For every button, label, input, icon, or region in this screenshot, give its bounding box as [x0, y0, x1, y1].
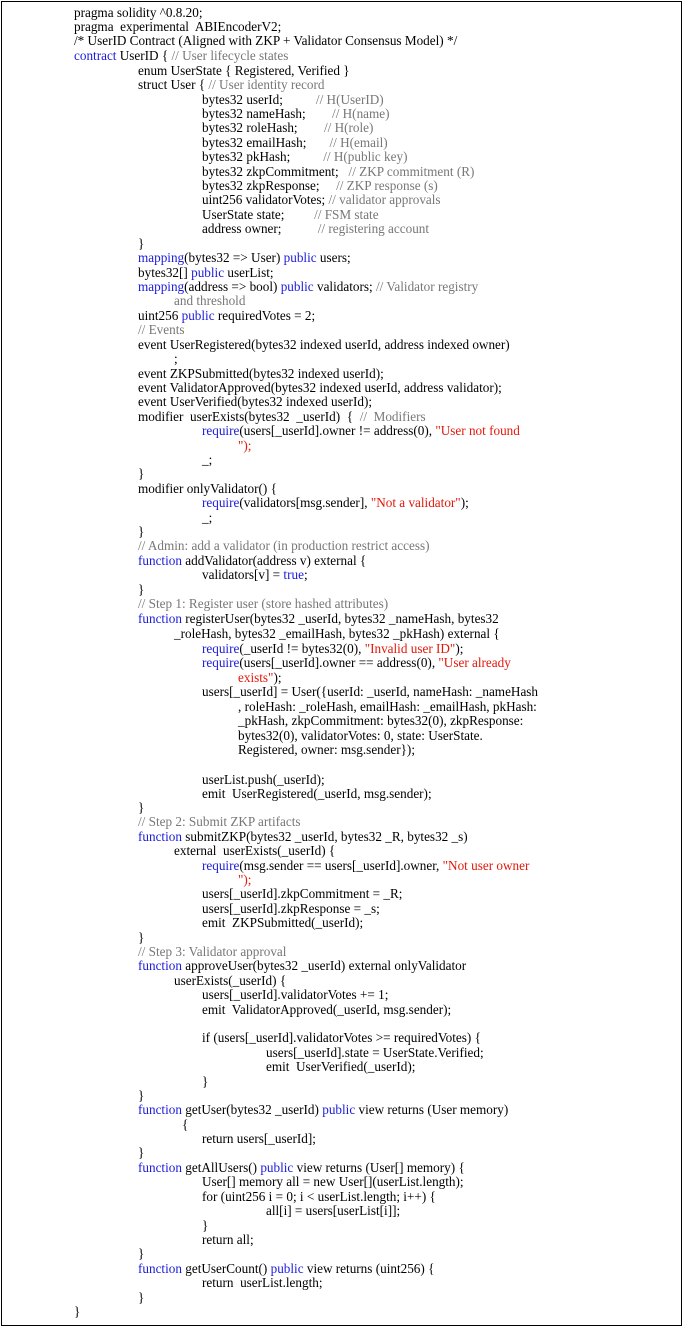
code-keyword: require: [202, 423, 240, 438]
code-line: [138, 64, 350, 78]
code-line: [202, 93, 384, 107]
code-text: event ValidatorApproved(bytes32 indexed userId, address validator);: [138, 380, 502, 395]
code-line: [202, 902, 380, 916]
code-line: [138, 323, 185, 337]
code-text: return all;: [202, 1232, 254, 1247]
code-text: getUser(bytes32 _userId): [181, 1102, 323, 1117]
code-keyword: function: [138, 1102, 182, 1117]
code-comment: // User identity record: [208, 77, 325, 92]
code-comment: // ZKP commitment (R): [348, 164, 475, 179]
code-line: [238, 714, 523, 728]
code-string: ");: [238, 872, 252, 887]
code-text: (_userId != bytes32(0),: [239, 641, 365, 656]
code-line: [202, 787, 432, 801]
code-text: getAllUsers(): [181, 1160, 261, 1175]
code-text: UserState state;: [202, 207, 315, 222]
code-text: bytes32 nameHash;: [202, 106, 333, 121]
code-line: [138, 583, 144, 597]
code-text: emit ValidatorApproved(_userId, msg.sender);: [202, 1002, 452, 1017]
code-line: [138, 237, 144, 251]
code-line: [174, 974, 286, 988]
code-text: }: [202, 1218, 209, 1233]
code-string: "User not found: [435, 423, 520, 438]
code-text: if (users[_userId].validatorVotes >= requiredVotes) {: [202, 1030, 481, 1045]
code-text: (bytes32 => User): [184, 250, 284, 265]
code-text: _;: [202, 510, 213, 525]
code-line: [138, 554, 366, 568]
code-text: modifier onlyValidator() {: [138, 481, 277, 496]
code-line: [138, 1146, 144, 1160]
code-text: {: [182, 1117, 189, 1132]
code-line: [202, 165, 474, 179]
code-line: [202, 1276, 323, 1290]
code-line: [202, 121, 373, 135]
code-keyword: function: [138, 1261, 182, 1276]
code-line: [202, 136, 388, 150]
code-text: }: [138, 1290, 145, 1305]
code-line: [138, 1247, 144, 1261]
code-string: exists": [238, 670, 274, 685]
code-line: [202, 496, 469, 510]
code-line: [138, 612, 499, 626]
code-keyword: mapping: [138, 279, 185, 294]
code-keyword: function: [138, 958, 182, 973]
code-line: [138, 597, 388, 611]
code-text: }: [138, 930, 145, 945]
code-text: bytes32 zkpResponse;: [202, 178, 337, 193]
code-comment: // Step 1: Register user (store hashed attributes): [138, 596, 389, 611]
code-line: [238, 671, 282, 685]
code-text: _pkHash, zkpCommitment: bytes32(0), zkpResponse:: [238, 713, 524, 728]
code-text: event ZKPSubmitted(bytes32 indexed userId);: [138, 366, 384, 381]
code-comment: // validator approvals: [328, 192, 441, 207]
code-comment: // ZKP response (s): [336, 178, 438, 193]
code-text: );: [455, 641, 464, 656]
code-text: (msg.sender == users[_userId].owner,: [239, 858, 443, 873]
code-text: );: [460, 495, 469, 510]
code-comment: // H(name): [332, 106, 390, 121]
code-text: }: [138, 1246, 145, 1261]
code-line: [202, 1003, 451, 1017]
code-line: [202, 222, 429, 236]
code-text: view returns (uint256) {: [303, 1261, 435, 1276]
code-text: external userExists(_userId) {: [174, 843, 336, 858]
code-line: [138, 280, 478, 294]
code-text: validators[v] =: [202, 567, 284, 582]
code-line: [138, 815, 301, 829]
code-text: approveUser(bytes32 _userId) external onlyValidator: [181, 958, 467, 973]
code-line: [138, 959, 466, 973]
code-line: [74, 34, 457, 48]
code-keyword: public: [181, 308, 215, 323]
code-text: userExists(_userId) {: [174, 973, 287, 988]
code-comment: // Events: [138, 322, 185, 337]
code-comment: // H(UserID): [315, 92, 384, 107]
code-comment: // User lifecycle states: [171, 48, 289, 63]
code-line: [174, 294, 245, 308]
code-text: }: [138, 524, 145, 539]
code-line: [138, 309, 315, 323]
code-line: [238, 743, 415, 757]
code-text: , roleHash: _roleHash, emailHash: _emailHash, pkHash:: [238, 699, 537, 714]
code-line: [202, 859, 529, 873]
code-line: [266, 1060, 415, 1074]
code-keyword: public: [270, 1261, 304, 1276]
code-text: (address => bool): [184, 279, 281, 294]
code-line: [138, 266, 274, 280]
code-string: "User already: [438, 655, 511, 670]
code-line: [74, 1305, 80, 1319]
code-text: enum UserState { Registered, Verified }: [138, 63, 350, 78]
code-text: for (uint256 i = 0; i < userList.length; i++) {: [202, 1189, 436, 1204]
code-text: /* UserID Contract (Aligned with ZKP + Validator Consensus Model) */: [74, 33, 458, 48]
code-text: bytes32 pkHash;: [202, 149, 324, 164]
code-line: [202, 424, 520, 438]
code-text: uint256 validatorVotes;: [202, 192, 329, 207]
code-text: view returns (User[] memory) {: [293, 1160, 465, 1175]
code-line: [238, 700, 537, 714]
code-comment: // Step 3: Validator approval: [138, 944, 287, 959]
code-line: [138, 945, 286, 959]
code-line: [202, 453, 212, 467]
code-line: [138, 1089, 144, 1103]
code-line: [138, 1262, 434, 1276]
code-comment: // FSM state: [314, 207, 379, 222]
code-line: [174, 627, 500, 641]
code-text: emit UserRegistered(_userId, msg.sender);: [202, 786, 432, 801]
code-text: addValidator(address v) external {: [181, 553, 367, 568]
code-text: modifier userExists(bytes32 _userId) {: [138, 409, 360, 424]
code-line: [202, 773, 325, 787]
code-keyword: function: [138, 611, 182, 626]
code-line: [202, 916, 363, 930]
code-text: return users[_userId];: [202, 1131, 316, 1146]
code-line: [238, 729, 483, 743]
code-text: (users[_userId].owner != address(0),: [239, 423, 436, 438]
code-keyword: public: [322, 1102, 356, 1117]
code-listing-frame: [1, 1, 682, 1326]
code-line: [138, 525, 144, 539]
code-text: uint256: [138, 308, 182, 323]
code-line: [138, 467, 144, 481]
code-keyword: public: [280, 279, 314, 294]
code-line: [174, 844, 335, 858]
code-keyword: public: [283, 250, 317, 265]
code-text: );: [273, 670, 282, 685]
code-text: }: [138, 800, 145, 815]
code-line: [74, 49, 288, 63]
code-line: [138, 931, 144, 945]
code-text: return userList.length;: [202, 1275, 323, 1290]
code-keyword: require: [202, 655, 240, 670]
code-line: [202, 1175, 464, 1189]
code-text: view returns (User memory): [355, 1102, 509, 1117]
code-line: [138, 367, 384, 381]
code-keyword: function: [138, 829, 182, 844]
code-text: _;: [202, 452, 213, 467]
code-line: [138, 251, 351, 265]
code-keyword: mapping: [138, 250, 185, 265]
code-comment: // Admin: add a validator (in production restrict access): [138, 538, 430, 553]
code-keyword: require: [202, 495, 240, 510]
code-string: "Invalid user ID": [364, 641, 456, 656]
code-line: [202, 511, 212, 525]
code-keyword: true: [283, 567, 304, 582]
code-line: [202, 193, 441, 207]
code-line: [202, 1075, 208, 1089]
code-line: [138, 338, 510, 352]
code-line: [138, 1161, 465, 1175]
code-line: [138, 78, 325, 92]
code-line: [202, 1031, 481, 1045]
code-text: users;: [316, 250, 351, 265]
code-keyword: require: [202, 858, 240, 873]
code-line: [138, 381, 502, 395]
code-string: "Not a validator": [370, 495, 461, 510]
code-line: [138, 1291, 144, 1305]
code-text: struct User {: [138, 77, 209, 92]
code-text: users[_userId] = User({userId: _userId, nameHash: _nameHash: [202, 684, 539, 699]
code-keyword: function: [138, 553, 182, 568]
code-text: emit UserVerified(_userId);: [266, 1059, 416, 1074]
code-line: [138, 395, 372, 409]
code-comment: // H(public key): [323, 149, 408, 164]
code-comment: // Step 2: Submit ZKP artifacts: [138, 814, 301, 829]
code-line: [202, 1233, 254, 1247]
code-line: [202, 150, 407, 164]
code-text: (users[_userId].owner == address(0),: [239, 655, 439, 670]
code-line: [174, 352, 178, 366]
code-text: pragma solidity ^0.8.20;: [74, 5, 203, 20]
code-text: registerUser(bytes32 _userId, bytes32 _nameHash, bytes32: [181, 611, 499, 626]
code-text: }: [138, 1145, 145, 1160]
code-line: [138, 830, 468, 844]
code-line: [138, 482, 277, 496]
code-text: event UserRegistered(bytes32 indexed userId, address indexed owner): [138, 337, 510, 352]
code-text: }: [138, 236, 145, 251]
code-text: event UserVerified(bytes32 indexed userId);: [138, 394, 372, 409]
code-text: bytes32 emailHash;: [202, 135, 330, 150]
code-text: users[_userId].zkpResponse = _s;: [202, 901, 380, 916]
code-line: [182, 1118, 188, 1132]
code-text: bytes32(0), validatorVotes: 0, state: UserState.: [238, 728, 483, 743]
code-line: [266, 1046, 484, 1060]
code-line: [202, 656, 511, 670]
code-line: [238, 439, 251, 453]
code-text: }: [138, 466, 145, 481]
code-line: [74, 20, 281, 34]
code-line: [202, 1132, 316, 1146]
code-text: userList;: [224, 265, 274, 280]
code-comment: // registering account: [317, 221, 430, 236]
code-text: bytes32 userId;: [202, 92, 316, 107]
code-text: requiredVotes = 2;: [214, 308, 316, 323]
code-line: [202, 1190, 436, 1204]
code-string: "Not user owner: [442, 858, 530, 873]
code-keyword: public: [260, 1160, 294, 1175]
code-text: pragma experimental ABIEncoderV2;: [74, 19, 282, 34]
code-text: users[_userId].validatorVotes += 1;: [202, 987, 389, 1002]
code-line: [202, 107, 390, 121]
code-text: User[] memory all = new User[](userList.length);: [202, 1174, 464, 1189]
code-comment: // H(email): [329, 135, 388, 150]
code-line: [138, 410, 426, 424]
code-line: [202, 642, 463, 656]
code-text: userList.push(_userId);: [202, 772, 325, 787]
code-line: [202, 887, 402, 901]
code-text: Registered, owner: msg.sender});: [238, 742, 415, 757]
code-text: }: [138, 582, 145, 597]
code-text: getUserCount(): [181, 1261, 271, 1276]
code-keyword: contract: [74, 48, 117, 63]
code-line: [202, 1219, 208, 1233]
code-line: [138, 1103, 508, 1117]
code-text: validators;: [313, 279, 376, 294]
code-text: }: [74, 1304, 81, 1319]
code-text: all[i] = users[userList[i]];: [266, 1203, 401, 1218]
code-line: [238, 873, 251, 887]
code-line: [202, 685, 538, 699]
code-text: submitZKP(bytes32 _userId, bytes32 _R, bytes32 _s): [181, 829, 468, 844]
code-keyword: require: [202, 641, 240, 656]
code-keyword: public: [191, 265, 225, 280]
code-text: bytes32 zkpCommitment;: [202, 164, 349, 179]
code-text: users[_userId].state = UserState.Verified;: [266, 1045, 484, 1060]
code-text: bytes32 roleHash;: [202, 120, 324, 135]
code-text: (validators[msg.sender],: [239, 495, 371, 510]
code-line: [202, 208, 379, 222]
code-line: [138, 801, 144, 815]
code-text: UserID {: [116, 48, 172, 63]
code-text: _roleHash, bytes32 _emailHash, bytes32 _pkHash) external {: [174, 626, 500, 641]
code-line: [138, 539, 430, 553]
code-text: address owner;: [202, 221, 318, 236]
code-text: ;: [303, 567, 308, 582]
code-text: emit ZKPSubmitted(_userId);: [202, 915, 364, 930]
code-line: [202, 988, 388, 1002]
code-line: [266, 1204, 400, 1218]
code-text: ;: [174, 351, 178, 366]
code-line: [202, 179, 438, 193]
code-line: [202, 568, 308, 582]
code-text: }: [202, 1074, 209, 1089]
code-keyword: function: [138, 1160, 182, 1175]
code-comment: // Modifiers: [359, 409, 426, 424]
code-comment: and threshold: [174, 293, 246, 308]
code-comment: // H(role): [323, 120, 374, 135]
code-string: ");: [238, 438, 252, 453]
code-line: [74, 6, 203, 20]
code-comment: // Validator registry: [375, 279, 479, 294]
code-text: users[_userId].zkpCommitment = _R;: [202, 886, 403, 901]
code-text: }: [138, 1088, 145, 1103]
code-text: bytes32[]: [138, 265, 192, 280]
